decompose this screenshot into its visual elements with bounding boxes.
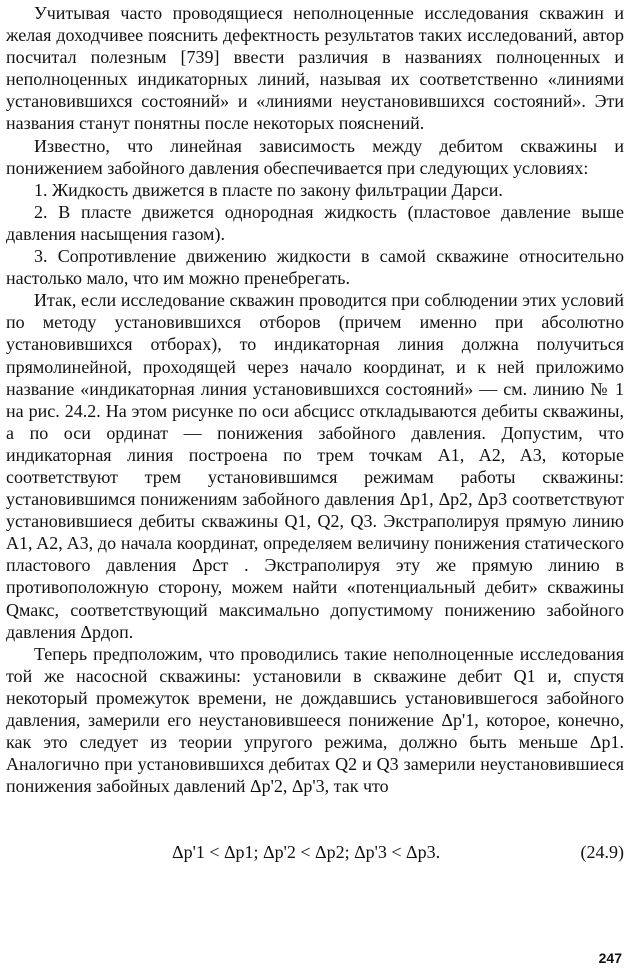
document-page xyxy=(6,2,624,867)
equation-number: (24.9) xyxy=(580,842,624,863)
condition-2: 2. В пласте движется однородная жидкость (пластовое давление выше давления насыщения газом). xyxy=(6,201,624,244)
page-number: 247 xyxy=(598,950,622,966)
condition-1: 1. Жидкость движется в пласте по закону фильтрации Дарси. xyxy=(34,179,503,200)
paragraph-2: Известно, что линейная зависимость между дебитом скважины и понижением забойного давления обеспечивается при следующих условиях: xyxy=(6,135,624,178)
condition-3: 3. Сопротивление движению жидкости в самой скважине относительно настолько мало, что им можно пренебрегать. xyxy=(6,246,624,289)
paragraph-1: Учитывая часто проводящиеся неполноценные исследования скважин и желая доходчивее пояснить дефектность результатов таких исследований, автор посчитал полезным [739] ввести различия в названиях полноценных и неполноценных индикаторных линий, называя их соответственно «линиями установившихся состояний» и «линиями неустановившихся состояний». Эти названия станут понятны после некоторых пояснений. xyxy=(6,3,624,134)
paragraph-indicator-line: Итак, если исследование скважин проводится при соблюдении этих условий по методу установившихся отборов (причем именно при абсолютно установившихся отборах), то индикаторная линия должна получиться прямолинейной, проходящей через начало координат, и к ней приложимо название «индикаторная линия установившихся состояний» — см. линию № 1 на рис. 24.2. На этом рисунке по оси абсцисс откладываются дебиты скважины, а по оси ординат — понижения забойного давления. Допустим, что индикаторная линия построена по трем точкам A1, A2, A3, которые соответствуют трем установившимся режимам работы скважины: установившимся понижениям забойного давления Δp1, Δp2, Δp3 соответствуют установившиеся дебиты скважины Q1, Q2, Q3. Экстраполируя прямую линию A1, A2, A3, до начала координат, определяем величину понижения статического пластового давления Δpст . Экстраполируя эту же прямую линию в противоположную сторону, можем найти «потенциальный дебит» скважины Qмакс, соответствующий максимально допустимому понижению забойного давления Δpдоп. xyxy=(6,290,624,642)
equation-body: Δp'1 < Δp1; Δp'2 < Δp2; Δp'3 < Δp3. xyxy=(172,842,441,863)
equation-24-9 xyxy=(6,837,624,867)
paragraph-incomplete-study: Теперь предположим, что проводились такие неполноценные исследования той же насосной скважины: установили в скважине дебит Q1 и, спустя некоторый промежуток времени, не дождавшись установившегося забойного давления, замерили его неустановившееся понижение Δp'1, которое, конечно, как это следует из теории упругого режима, должно быть меньше Δp1. Аналогично при установившихся дебитах Q2 и Q3 замерили неустановившиеся понижения забойных давлений Δp'2, Δp'3, так что xyxy=(6,643,624,797)
